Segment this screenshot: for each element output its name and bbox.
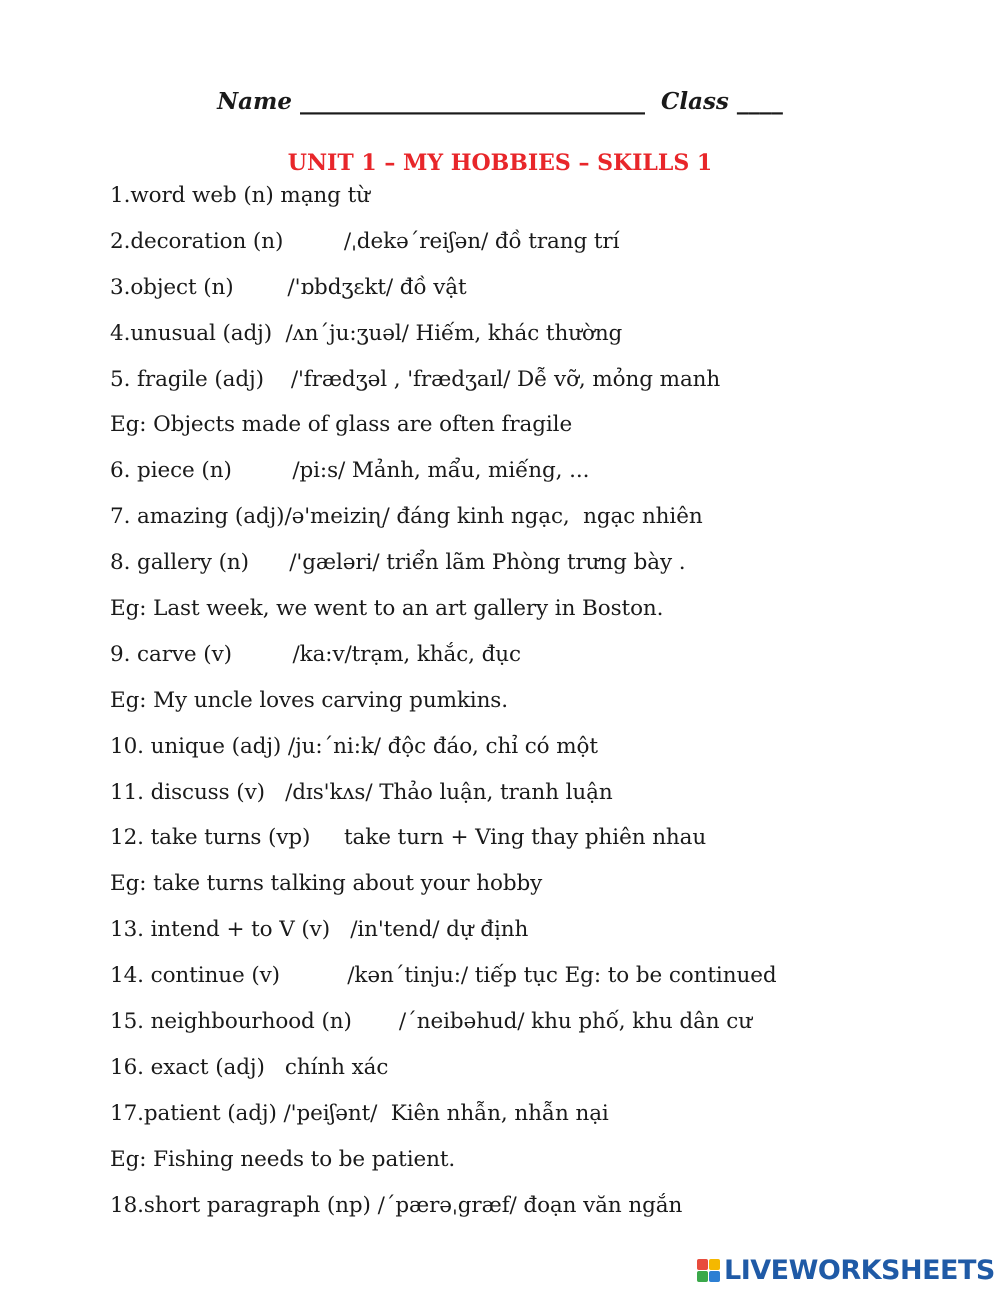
vocabulary-list (110, 181, 970, 1236)
vocab-line: 12. take turns (vp) take turn + Ving thay phiên nhau (110, 825, 707, 851)
vocab-line: Eg: take turns talking about your hobby (110, 871, 543, 897)
vocab-line: 4.unusual (adj) /ʌn´ju:ʒuəl/ Hiếm, khác thường (110, 320, 623, 346)
logo-blocks-icon (697, 1259, 720, 1282)
worksheet-title: UNIT 1 – MY HOBBIES – SKILLS 1 (287, 150, 713, 176)
logo-block (697, 1259, 708, 1270)
vocab-line: 11. discuss (v) /dɪs'kʌs/ Thảo luận, tranh luận (110, 779, 613, 805)
liveworksheets-logo (697, 1254, 995, 1286)
vocab-line: 13. intend + to V (v) /in'tend/ dự định (110, 917, 529, 943)
vocab-line: 10. unique (adj) /ju:´ni:k/ độc đáo, chỉ có một (110, 733, 598, 759)
vocab-line: 5. fragile (adj) /'frædʒəl , 'frædʒaɪl/ Dễ vỡ, mỏng manh (110, 366, 721, 392)
vocab-line: 16. exact (adj) chính xác (110, 1054, 389, 1080)
vocab-line: 14. continue (v) /kən´tinju:/ tiếp tục Eg: to be continued (110, 963, 777, 989)
vocab-line: Eg: Fishing needs to be patient. (110, 1146, 456, 1172)
logo-block (697, 1271, 708, 1282)
logo-block (709, 1271, 720, 1282)
vocab-line: 18.short paragraph (np) /´pærəˌgræf/ đoạn văn ngắn (110, 1192, 683, 1218)
vocab-line: 17.patient (adj) /'peiʃənt/ Kiên nhẫn, nhẫn nại (110, 1100, 609, 1126)
vocab-line: 9. carve (v) /ka:v/trạm, khắc, đục (110, 641, 521, 667)
vocab-line: 7. amazing (adj)/ə'meiziɳ/ đáng kinh ngạc, ngạc nhiên (110, 504, 703, 530)
vocab-line: Eg: Last week, we went to an art gallery in Boston. (110, 596, 664, 622)
vocab-line: 1.word web (n) mạng từ (110, 183, 370, 208)
name-class-line: Name ______________________________ Class ____ (217, 88, 783, 115)
vocab-line: 2.decoration (n) /ˌdekə´reiʃən/ đồ trang trí (110, 228, 620, 254)
logo-block (709, 1259, 720, 1270)
vocab-line: Eg: Objects made of glass are often fragile (110, 412, 573, 438)
vocab-line: Eg: My uncle loves carving pumkins. (110, 687, 508, 713)
logo-text: LIVEWORKSHEETS (724, 1254, 995, 1286)
vocab-line: 8. gallery (n) /'gæləri/ triển lãm Phòng trưng bày . (110, 550, 686, 576)
vocab-line: 15. neighbourhood (n) /´neibəhud/ khu phố, khu dân cư (110, 1009, 752, 1035)
vocab-line: 3.object (n) /'ɒbdʒɛkt/ đồ vật (110, 274, 467, 300)
vocab-line: 6. piece (n) /pi:s/ Mảnh, mẩu, miếng, ... (110, 458, 590, 484)
